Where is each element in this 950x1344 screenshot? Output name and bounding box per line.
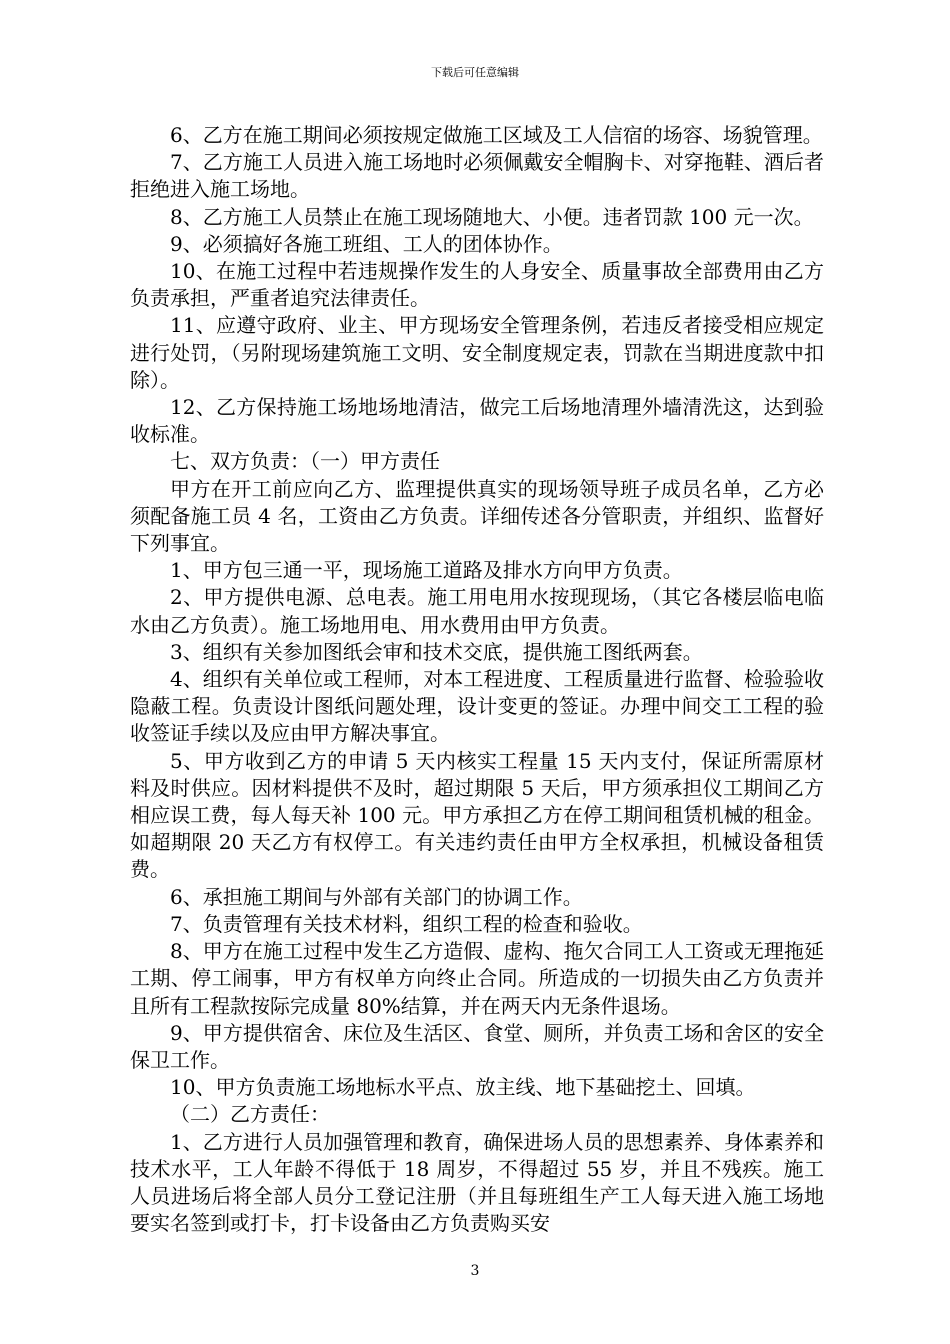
paragraph: 8、甲方在施工过程中发生乙方造假、虚构、拖欠合同工人工资或无理拖延工期、停工闹事，甲方有权单方向终止合同。所造成的一切损失由乙方负责并且所有工程款按际完成量 80%结算，并在两天内无条件退场。: [130, 939, 824, 1018]
paragraph: 5、甲方收到乙方的申请 5 天内核实工程量 15 天内支付，保证所需原材料及时供应。因材料提供不及时，超过期限 5 天后，甲方须承担仪工期间乙方相应误工费，每人每天补 100 元。甲方承担乙方在停工期间租赁机械的租金。如超期限 20 天乙方有权停工。有关违约责任由甲方全权承担，机械设备租赁费。: [130, 748, 824, 882]
page-number: 3: [470, 1263, 480, 1279]
paragraph: 6、乙方在施工期间必须按规定做施工区域及工人信宿的场容、场貌管理。: [170, 123, 823, 147]
paragraph: 9、必须搞好各施工班组、工人的团体协作。: [170, 231, 563, 256]
section-heading: （二）乙方责任：: [170, 1102, 330, 1127]
paragraph: 1、甲方包三通一平，现场施工道路及排水方向甲方负责。: [170, 558, 683, 583]
paragraph: 甲方在开工前应向乙方、监理提供真实的现场领导班子成员名单，乙方必须配备施工员 4 名，工资由乙方负责。详细传述各分管职责，并组织、监督好下列事宜。: [130, 476, 824, 556]
paragraph: 8、乙方施工人员禁止在施工现场随地大、小便。违者罚款 100 元一次。: [170, 204, 814, 229]
document-body: [130, 122, 824, 1237]
section-heading: 七、双方负责：（一）甲方责任: [170, 449, 440, 474]
paragraph: 12、乙方保持施工场地场地清洁，做完工后场地清理外墙清洗这，达到验收标准。: [130, 395, 824, 447]
paragraph: 4、组织有关单位或工程师，对本工程进度、工程质量进行监督、检验验收隐蔽工程。负责设计图纸问题处理，设计变更的签证。办理中间交工工程的验收签证手续以及应由甲方解决事宜。: [130, 667, 824, 746]
paragraph: 11、应遵守政府、业主、甲方现场安全管理条例，若违反者接受相应规定进行处罚，（另附现场建筑施工文明、安全制度规定表，罚款在当期进度款中扣除）。: [130, 313, 824, 392]
paragraph: 10、在施工过程中若违规操作发生的人身安全、质量事故全部费用由乙方负责承担，严重者追究法律责任。: [130, 259, 824, 311]
paragraph: 1、乙方进行人员加强管理和教育，确保进场人员的思想素养、身体素养和技术水平，工人年龄不得低于 18 周岁，不得超过 55 岁，并且不残疾。施工人员进场后将全部人员分工登记注册（并且每班组生产工人每天进入施工场地要实名签到或打卡，打卡设备由乙方负责购买安: [130, 1129, 824, 1236]
paragraph: 7、负责管理有关技术材料，组织工程的检查和验收。: [170, 911, 643, 936]
paragraph: 9、甲方提供宿舍、床位及生活区、食堂、厕所，并负责工场和舍区的安全保卫工作。: [130, 1020, 824, 1072]
paragraph: 6、承担施工期间与外部有关部门的协调工作。: [170, 884, 583, 909]
paragraph: 10、甲方负责施工场地标水平点、放主线、地下基础挖土、回填。: [170, 1075, 756, 1100]
page-header: 下载后可任意编辑: [431, 66, 519, 79]
paragraph: 7、乙方施工人员进入施工场地时必须佩戴安全帽胸卡、对穿拖鞋、酒后者拒绝进入施工场地。: [130, 150, 824, 202]
paragraph: 3、组织有关参加图纸会审和技术交底，提供施工图纸两套。: [170, 639, 703, 664]
paragraph: 2、甲方提供电源、总电表。施工用电用水按现现场，（其它各楼层临电临水由乙方负责）。施工场地用电、用水费用由甲方负责。: [130, 585, 824, 637]
